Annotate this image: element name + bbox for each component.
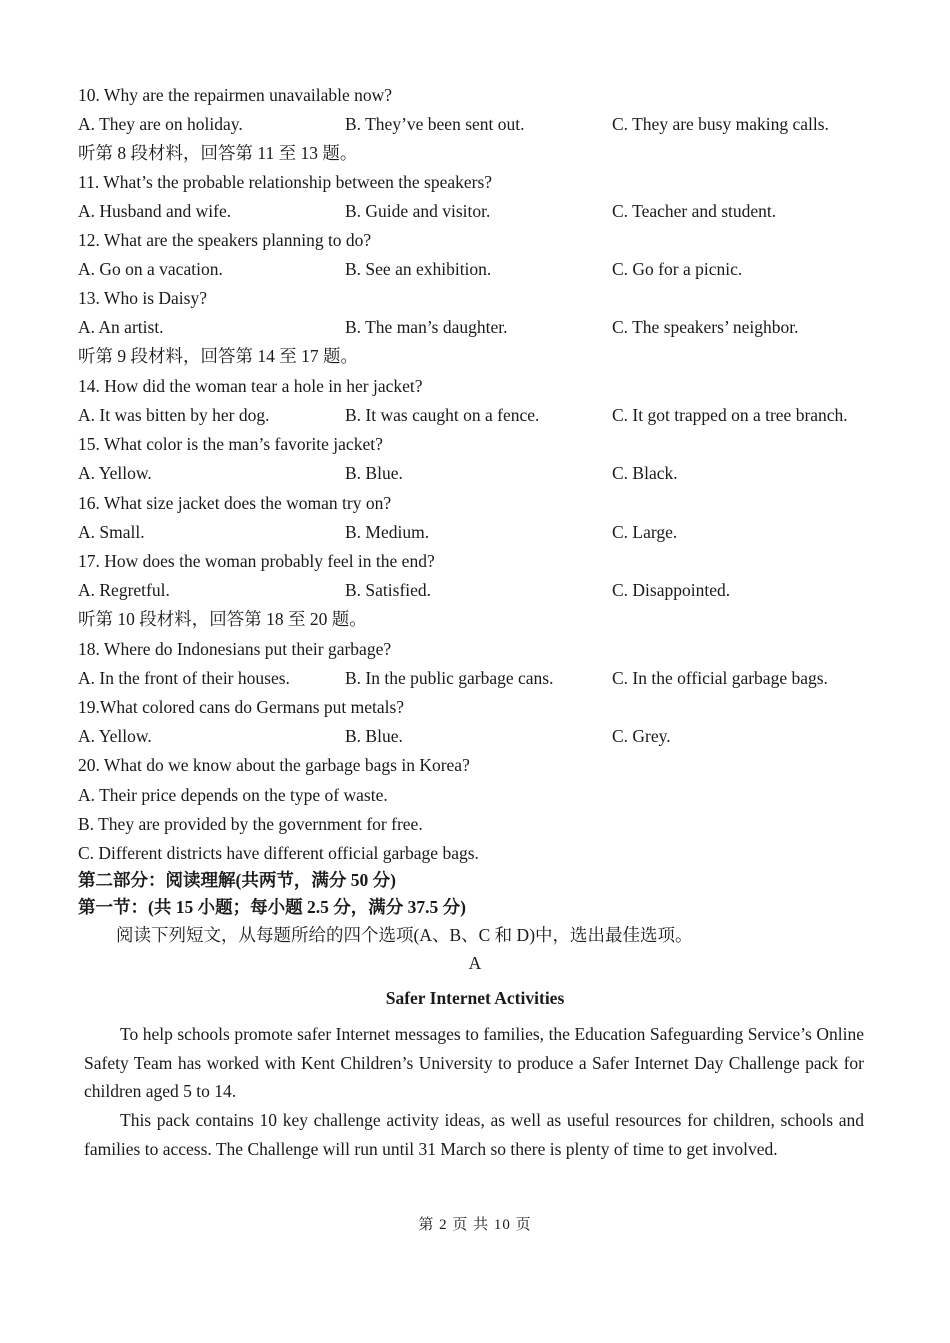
options-12 [0, 258, 950, 280]
option-b: B. Satisfied. [345, 580, 432, 600]
option-a: A. An artist. [78, 317, 164, 337]
option-a: A. It was bitten by her dog. [78, 405, 270, 425]
option-c: C. Black. [612, 463, 678, 483]
option-c: C. Disappointed. [612, 580, 731, 600]
question-20: 20. What do we know about the garbage bags in Korea? [78, 755, 470, 775]
section-header-9: 听第 9 段材料，回答第 14 至 17 题。 [78, 346, 358, 366]
question-19: 19.What colored cans do Germans put metals? [78, 697, 405, 717]
option-a: A. Their price depends on the type of waste. [78, 785, 388, 805]
option-b: B. See an exhibition. [345, 259, 492, 279]
option-b: B. Guide and visitor. [345, 201, 491, 221]
option-a: A. Go on a vacation. [78, 259, 223, 279]
option-b: B. The man’s daughter. [345, 317, 508, 337]
options-10 [0, 113, 950, 135]
paragraph-2: This pack contains 10 key challenge activity ideas, as well as useful resources for children, schools and families to access. The Challenge will run until 31 March so there is plenty of time to get involved. [84, 1110, 864, 1159]
part2-title: 第二部分：阅读理解(共两节，满分 50 分) [78, 870, 396, 890]
page-footer: 第 2 页 共 10 页 [418, 1217, 532, 1233]
option-a: A. Small. [78, 522, 145, 542]
options-18 [0, 667, 950, 689]
option-a: A. Yellow. [78, 726, 152, 746]
option-c: C. They are busy making calls. [612, 114, 829, 134]
question-14: 14. How did the woman tear a hole in her jacket? [78, 376, 423, 396]
options-14 [0, 404, 950, 426]
option-c: C. Teacher and student. [612, 201, 777, 221]
options-13 [0, 316, 950, 338]
question-18: 18. Where do Indonesians put their garbage? [78, 639, 392, 659]
section1-title: 第一节：(共 15 小题；每小题 2.5 分，满分 37.5 分) [78, 897, 466, 917]
option-c: C. Different districts have different official garbage bags. [78, 843, 479, 863]
question-17: 17. How does the woman probably feel in the end? [78, 551, 435, 571]
option-c: C. Grey. [612, 726, 671, 746]
option-b: B. Blue. [345, 463, 403, 483]
option-b: B. Medium. [345, 522, 430, 542]
option-a: A. In the front of their houses. [78, 668, 290, 688]
option-c: C. Large. [612, 522, 678, 542]
reading-instruction: 阅读下列短文，从每题所给的四个选项(A、B、C 和 D)中，选出最佳选项。 [116, 925, 693, 945]
section-header-10: 听第 10 段材料，回答第 18 至 20 题。 [78, 609, 367, 629]
options-19 [0, 725, 950, 747]
options-11 [0, 200, 950, 222]
option-a: A. Regretful. [78, 580, 170, 600]
option-b: B. It was caught on a fence. [345, 405, 540, 425]
options-16 [0, 521, 950, 543]
section-header-8: 听第 8 段材料，回答第 11 至 13 题。 [78, 143, 358, 163]
option-a: A. Yellow. [78, 463, 152, 483]
question-16: 16. What size jacket does the woman try on? [78, 493, 392, 513]
question-12: 12. What are the speakers planning to do? [78, 230, 372, 250]
option-b: B. Blue. [345, 726, 403, 746]
option-b: B. They’ve been sent out. [345, 114, 525, 134]
option-b: B. They are provided by the government for free. [78, 814, 423, 834]
option-c: C. The speakers’ neighbor. [612, 317, 799, 337]
option-a: A. Husband and wife. [78, 201, 232, 221]
options-15 [0, 462, 950, 484]
paragraph-1: To help schools promote safer Internet messages to families, the Education Safeguarding Service’s Online Safety Team has worked with Kent Children’s University to produce a Safer Internet Day Challenge pack for children aged 5 to 14. [84, 1024, 864, 1101]
question-13: 13. Who is Daisy? [78, 288, 207, 308]
option-c: C. Go for a picnic. [612, 259, 743, 279]
option-b: B. In the public garbage cans. [345, 668, 554, 688]
question-11: 11. What’s the probable relationship between the speakers? [78, 172, 493, 192]
question-10: 10. Why are the repairmen unavailable now? [78, 85, 393, 105]
question-15: 15. What color is the man’s favorite jacket? [78, 434, 383, 454]
option-a: A. They are on holiday. [78, 114, 243, 134]
option-c: C. It got trapped on a tree branch. [612, 405, 848, 425]
passage-title: Safer Internet Activities [385, 988, 565, 1008]
passage-letter: A [468, 953, 482, 973]
option-c: C. In the official garbage bags. [612, 668, 828, 688]
options-17 [0, 579, 950, 601]
